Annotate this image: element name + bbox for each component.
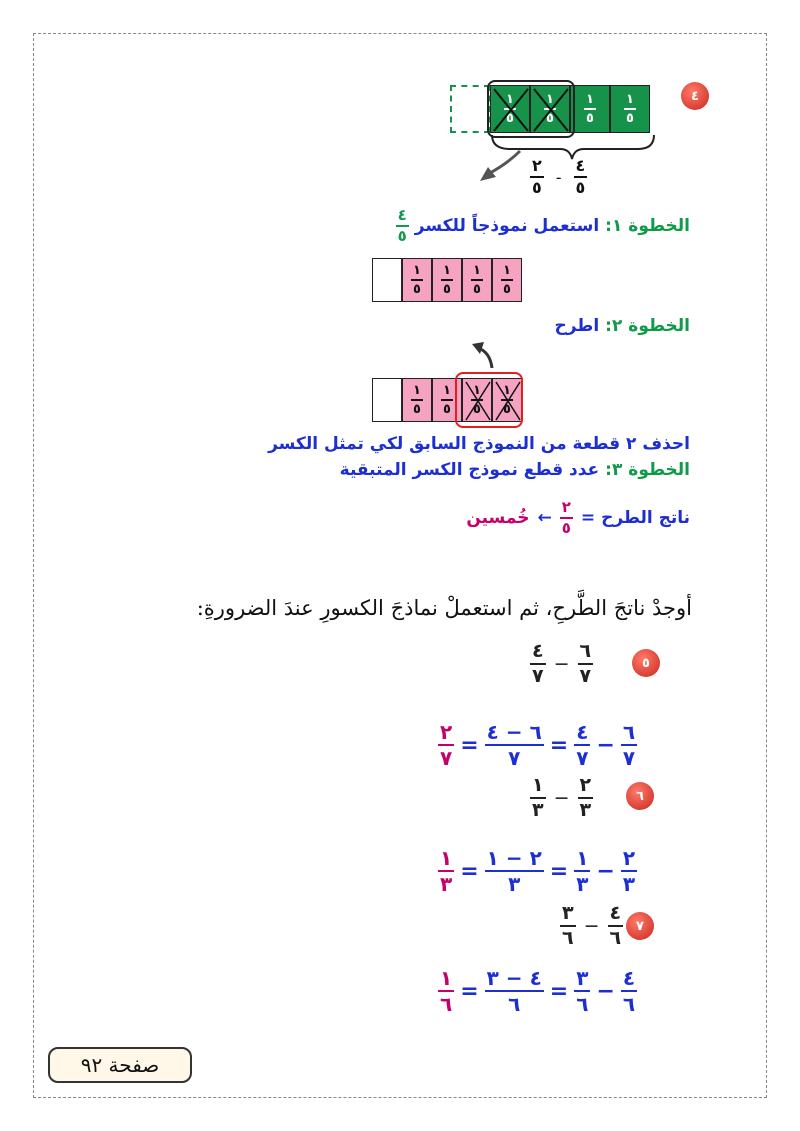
page-frame — [33, 33, 767, 1098]
pink-cell: $\frac{١}{٥}$ — [432, 258, 462, 302]
problem-5-badge: ٥ — [632, 649, 660, 677]
pink-cell: $\frac{١}{٥}$ — [432, 378, 462, 422]
green-cell-4: $\frac{١}{٥}$ — [610, 85, 650, 133]
problem-5-solution: $\frac{٢}{٧}$ = $\frac{٦ - ٤}{٧}$ = $\frac{٤}{٧}$ − $\frac{٦}{٧}$ — [440, 720, 636, 770]
problem-4-badge: ٤ — [681, 82, 709, 110]
problem-7-badge: ٧ — [626, 912, 654, 940]
step-1-line: الخطوة ١: استعمل نموذجاً للكسر $\frac{٤}{٥}$ — [397, 206, 690, 245]
problem-6-solution: $\frac{١}{٣}$ = $\frac{٢ - ١}{٣}$ = $\frac{١}{٣}$ − $\frac{٢}{٣}$ — [440, 846, 636, 896]
green-cell-3: $\frac{١}{٥}$ — [570, 85, 610, 133]
step-2-line: الخطوة ٢: اطرح — [554, 316, 690, 336]
subtraction-result-line: ناتج الطرح = $\frac{٢}{٥}$ ← خُمسين — [466, 498, 690, 537]
problem-5-expression: $\frac{٤}{٧}$ − $\frac{٦}{٧}$ — [532, 640, 592, 687]
empty-cell — [372, 378, 402, 422]
brace-expression: $\frac{٢}{٥}$ - $\frac{٤}{٥}$ — [532, 156, 586, 197]
problem-7-expression: $\frac{٣}{٦}$ − $\frac{٤}{٦}$ — [562, 902, 622, 949]
green-cell-crossed-1: $\frac{١}{٥}$ — [490, 85, 530, 133]
removed-parts-outline — [455, 372, 523, 428]
problem-6-badge: ٦ — [626, 782, 654, 810]
problem-7-solution: $\frac{١}{٦}$ = $\frac{٤ - ٣}{٦}$ = $\frac{٣}{٦}$ − $\frac{٤}{٦}$ — [440, 966, 636, 1016]
problem-6-expression: $\frac{١}{٣}$ − $\frac{٢}{٣}$ — [532, 774, 592, 821]
pink-cell: $\frac{١}{٥}$ — [402, 378, 432, 422]
empty-cell — [372, 258, 402, 302]
pink-cell: $\frac{١}{٥}$ — [492, 258, 522, 302]
green-cell-crossed-2: $\frac{١}{٥}$ — [530, 85, 570, 133]
pink-fraction-model-1 — [372, 258, 522, 302]
curved-arrow-icon — [468, 338, 498, 370]
page-number-label: صفحة ٩٢ — [48, 1047, 192, 1083]
dashed-empty-cell — [450, 85, 490, 133]
pink-cell-crossed: $\frac{١}{٥}$ — [462, 378, 492, 422]
pink-cell: $\frac{١}{٥}$ — [462, 258, 492, 302]
pink-cell: $\frac{١}{٥}$ — [402, 258, 432, 302]
remove-instruction: احذف ٢ قطعة من النموذج السابق لكي تمثل الكسر — [268, 434, 690, 454]
removed-parts-outline — [487, 80, 575, 138]
exercise-instruction: أوجدْ ناتجَ الطَّرحِ، ثم استعملْ نماذجَ الكسورِ عندَ الضرورةِ: — [196, 596, 692, 620]
pink-cell-crossed: $\frac{١}{٥}$ — [492, 378, 522, 422]
step-3-line: الخطوة ٣: عدد قطع نموذج الكسر المتبقية — [339, 460, 690, 480]
